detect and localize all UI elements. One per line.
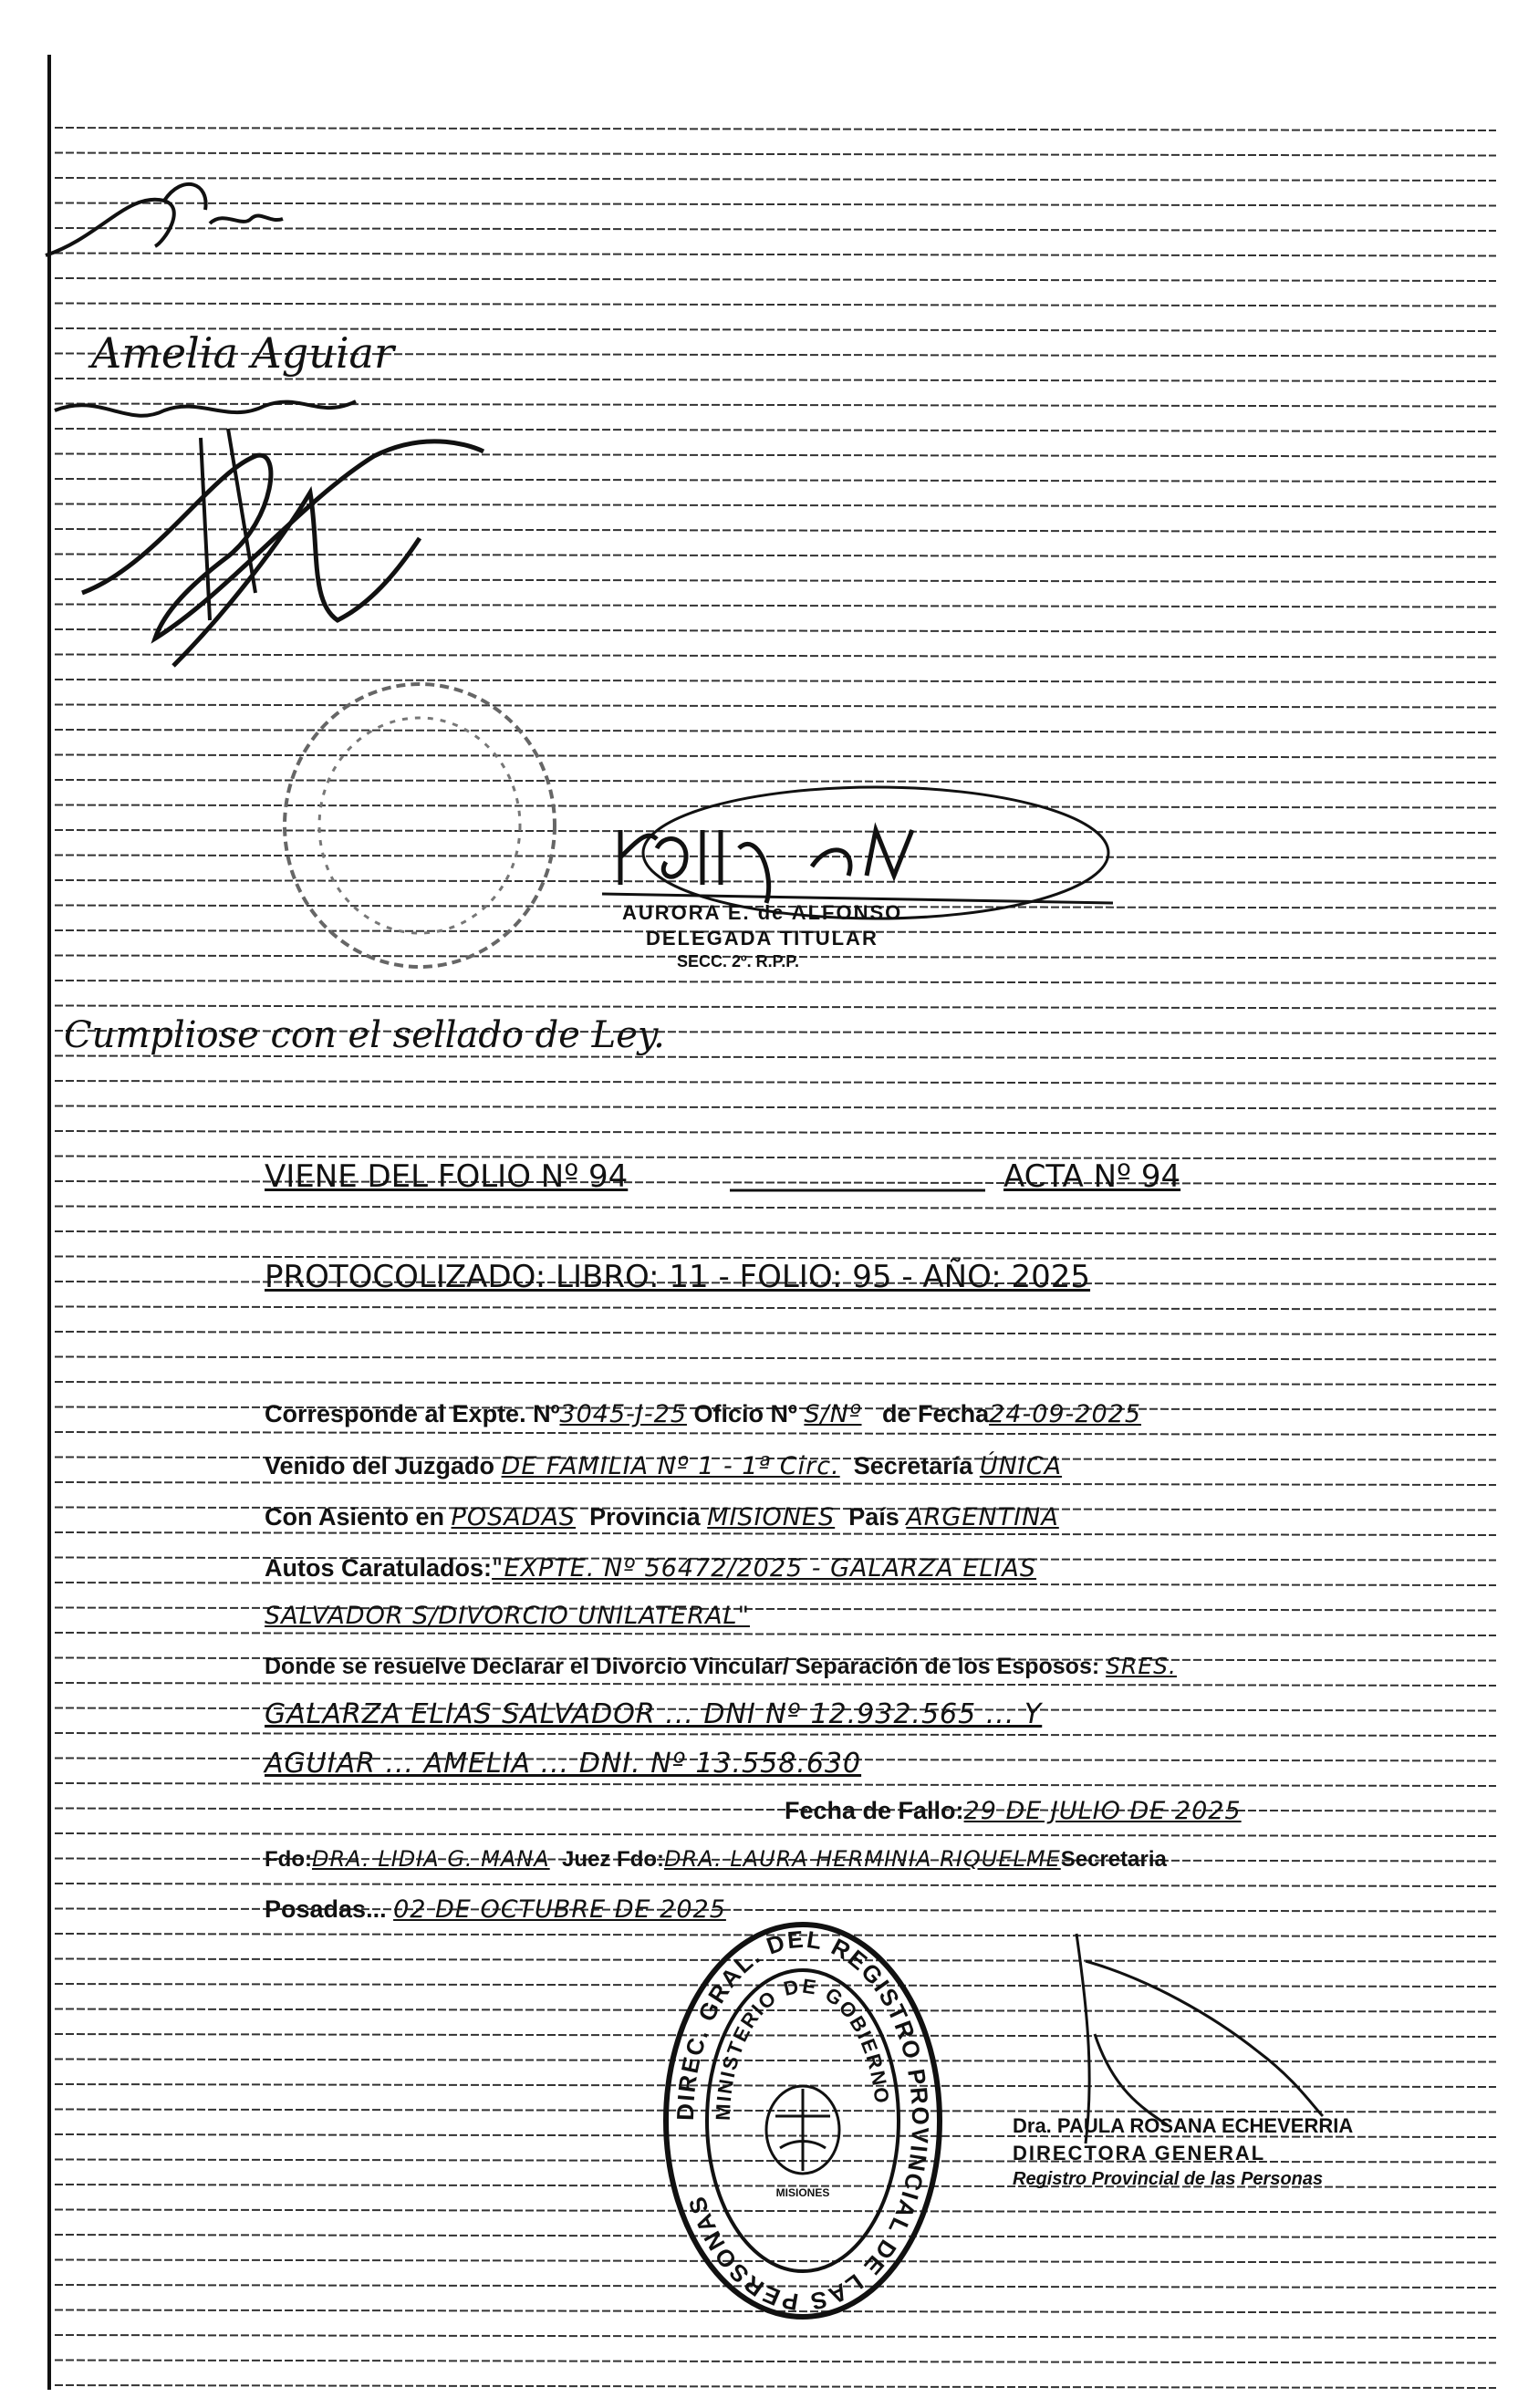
form-row-expte [265, 1400, 1141, 1428]
ruled-line [55, 1106, 1496, 1109]
form-row-donde [265, 1653, 1177, 1680]
ruled-line [55, 1583, 1496, 1585]
oficio-label: Oficio Nº [693, 1400, 797, 1427]
asiento-label: Con Asiento en [265, 1503, 445, 1531]
autos-label: Autos Caratulados: [265, 1554, 493, 1582]
fdo-label: Fdo: [265, 1847, 312, 1872]
delegate-stamp-name: AURORA E. de ALFONSO [622, 901, 903, 924]
provincia-value: MISIONES [707, 1503, 836, 1531]
autos-value-1: "EXPTE. Nº 56472/2025 - GALARZA ELIAS [492, 1554, 1037, 1583]
ruled-line [55, 730, 1496, 732]
esposo-line: GALARZA ELIAS SALVADOR ... DNI Nº 12.932.565 ... Y [265, 1698, 1043, 1730]
ruled-line [55, 1432, 1496, 1435]
fecha-label: de Fecha [882, 1400, 990, 1427]
ruled-line [55, 1884, 1496, 1886]
form-row-fallo [785, 1797, 1242, 1825]
handwritten-name-aguiar: Amelia Aguiar [91, 328, 394, 378]
juzgado-label: Venido del Juzgado [265, 1452, 495, 1479]
pais-value: ARGENTINA [906, 1503, 1059, 1531]
director-stamp-title: DIRECTORA GENERAL [1013, 2142, 1266, 2164]
ruled-line [55, 379, 1496, 381]
registry-seal-inner-text: MINISTERIO DE GOBIERNO [711, 1974, 894, 2122]
signature-scribble-1 [27, 155, 301, 283]
ruled-line [55, 1081, 1496, 1084]
donde-label: Donde se resuelve Declarar el Divorcio Vincular/ Separación de los Esposos: [265, 1654, 1100, 1679]
expte-label: Corresponde al Expte. Nº [265, 1400, 560, 1427]
form-row-autos [265, 1554, 1036, 1583]
form-row-esposa [265, 1748, 861, 1780]
provincia-label: Provincia [589, 1503, 701, 1531]
fdo-juez-value: DRA. LIDIA G. MANA [311, 1846, 550, 1872]
form-row-autos-cont [265, 1602, 750, 1630]
ruled-line [55, 304, 1496, 306]
registry-seal [657, 1915, 949, 2326]
faded-round-stamp [274, 675, 575, 976]
ruled-line [55, 1683, 1496, 1686]
ruled-line [55, 1231, 1496, 1234]
fallo-value: 29 DE JULIO DE 2025 [963, 1797, 1242, 1825]
secretaria-title: Secretaria [1060, 1847, 1167, 1872]
ruled-line [55, 1633, 1496, 1635]
juez-label: Juez [562, 1847, 611, 1872]
ruled-line [55, 1006, 1496, 1009]
folio-dash [730, 1188, 985, 1193]
ruled-line [55, 1307, 1496, 1310]
ruled-line [55, 1532, 1496, 1535]
ruled-line [55, 1482, 1496, 1485]
donde-value: SRES. [1106, 1653, 1177, 1679]
secretaria-label: Secretaría [853, 1452, 973, 1479]
registry-seal-outer-text: DIREC. GRAL. DEL REGISTRO PROVINCIAL DE LAS PERSONAS [671, 1925, 935, 2317]
fallo-label: Fecha de Fallo: [785, 1797, 964, 1824]
juzgado-value: DE FAMILIA Nº 1 - 1ª Circ. [501, 1452, 840, 1480]
fdo2-label: Fdo: [617, 1847, 665, 1872]
lugar-value: 02 DE OCTUBRE DE 2025 [393, 1895, 726, 1924]
signature-scribble-2 [46, 383, 520, 693]
ruled-line [55, 1207, 1496, 1209]
ruled-line [55, 128, 1496, 130]
ruled-line [55, 2385, 1496, 2388]
registry-seal-bottom-text: MISIONES [775, 2186, 830, 2199]
ruled-line [55, 2361, 1496, 2363]
form-row-firmas [265, 1846, 1167, 1873]
fecha-value: 24-09-2025 [989, 1400, 1142, 1428]
ruled-line [55, 705, 1496, 708]
esposa-line: AGUIAR ... AMELIA ... DNI. Nº 13.558.630 [265, 1748, 862, 1780]
secretaria-value: ÚNICA [979, 1452, 1063, 1480]
director-stamp-name: Dra. PAULA ROSANA ECHEVERRIA [1013, 2114, 1354, 2137]
delegate-stamp-title: DELEGADA TITULAR [646, 927, 879, 950]
ruled-line [55, 1809, 1496, 1811]
folio-protocolizado: PROTOCOLIZADO: LIBRO: 11 - FOLIO: 95 - AÑO: 2025 [265, 1259, 1091, 1295]
fdo-secretaria-value: DRA. LAURA HERMINIA RIQUELME [664, 1846, 1061, 1872]
sellado-note: Cumpliose con el sellado de Ley. [64, 1014, 665, 1056]
form-row-esposo [265, 1698, 1042, 1730]
ruled-line [55, 1733, 1496, 1736]
folio-acta: ACTA Nº 94 [1003, 1158, 1181, 1195]
lugar-label: Posadas [265, 1895, 367, 1923]
ruled-line [55, 1833, 1496, 1836]
form-row-juzgado [265, 1452, 1062, 1480]
pais-label: País [848, 1503, 899, 1531]
coat-of-arms-icon [766, 2086, 839, 2174]
form-row-asiento [265, 1503, 1059, 1531]
ruled-line [55, 2335, 1496, 2338]
ruled-line [55, 1357, 1496, 1360]
ruled-line [55, 1131, 1496, 1134]
ruled-line [55, 1382, 1496, 1385]
ruled-line [55, 1783, 1496, 1786]
ruled-line [55, 981, 1496, 983]
delegate-stamp-unit: SECC. 2º. R.P.P. [677, 952, 799, 970]
form-row-lugar: Posadas... 02 DE OCTUBRE DE 2025 [265, 1895, 726, 1924]
asiento-value: POSADAS [451, 1503, 577, 1531]
oficio-value: S/Nº [804, 1400, 862, 1428]
expte-value: 3045-J-25 [559, 1400, 687, 1428]
autos-value-2: SALVADOR S/DIVORCIO UNILATERAL" [265, 1602, 751, 1630]
ruled-line [55, 1332, 1496, 1334]
folio-viene-del: VIENE DEL FOLIO Nº 94 [265, 1158, 629, 1195]
director-stamp-office: Registro Provincial de las Personas [1013, 2169, 1324, 2189]
ruled-line [55, 755, 1496, 758]
